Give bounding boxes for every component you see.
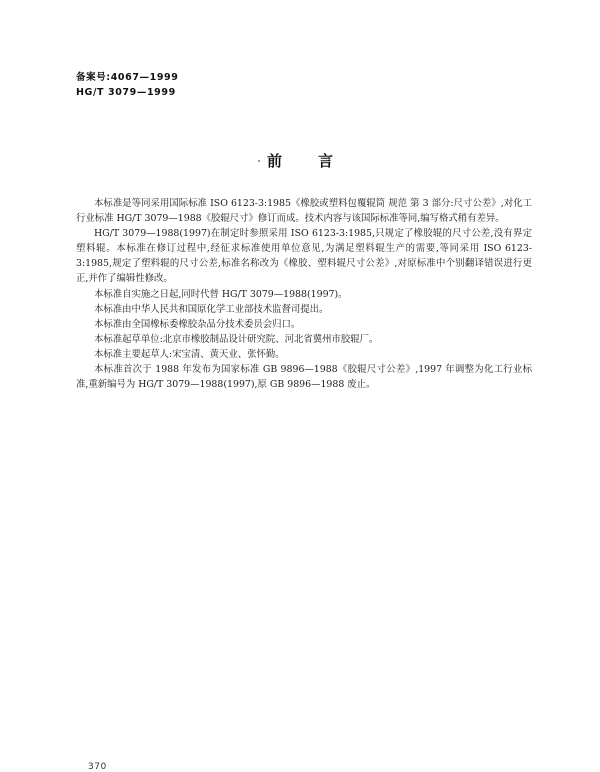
page-title: 前言	[266, 152, 369, 170]
paragraph-6: 本标准起草单位:北京市橡胶制品设计研究院、河北省冀州市胶辊厂。	[94, 333, 379, 345]
page-number: 370	[88, 762, 107, 772]
paragraph-1: 本标准是等同采用国际标准 ISO 6123-3:1985《橡胶或塑料包覆辊筒 规范 第 3 部分:尺寸公差》,对化工行业标准 HG/T 3079—1988《胶辊尺寸》修订而成。技术内容与该国际标准等同,编写格式稍有差异。	[76, 198, 532, 225]
foreword-body	[76, 196, 532, 392]
standard-code: HG/T 3079—1999	[76, 87, 176, 98]
document-header	[76, 70, 178, 100]
paragraph-5: 本标准由全国橡标委橡胶杂品分技术委员会归口。	[94, 318, 301, 330]
paragraph-4: 本标准由中华人民共和国原化学工业部技术监督司提出。	[94, 303, 329, 315]
filing-number: 备案号:4067—1999	[76, 72, 179, 83]
paragraph-8: 本标准首次于 1988 年发布为国家标准 GB 9896—1988《胶辊尺寸公差》,1997 年调整为化工行业标准,重新编号为 HG/T 3079—1988(1997),原 GB 9896—1988 废止。	[76, 364, 532, 391]
paragraph-7: 本标准主要起草人:宋宝清、黄天业、张怀勤。	[94, 348, 285, 360]
paragraph-3: 本标准自实施之日起,同时代替 HG/T 3079—1988(1997)。	[94, 288, 348, 300]
paragraph-2: HG/T 3079—1988(1997)在制定时参照采用 ISO 6123-3:1985,只规定了橡胶辊的尺寸公差,没有界定塑料辊。本标准在修订过程中,经征求标准使用单位意见,为满足塑料辊生产的需要,等同采用 ISO 6123-3:1985,规定了塑料辊的尺寸公差,标准名称改为《橡胶、塑料辊尺寸公差》,对原标准中个别翻译错误进行更正,并作了编辑性修改。	[76, 228, 532, 285]
